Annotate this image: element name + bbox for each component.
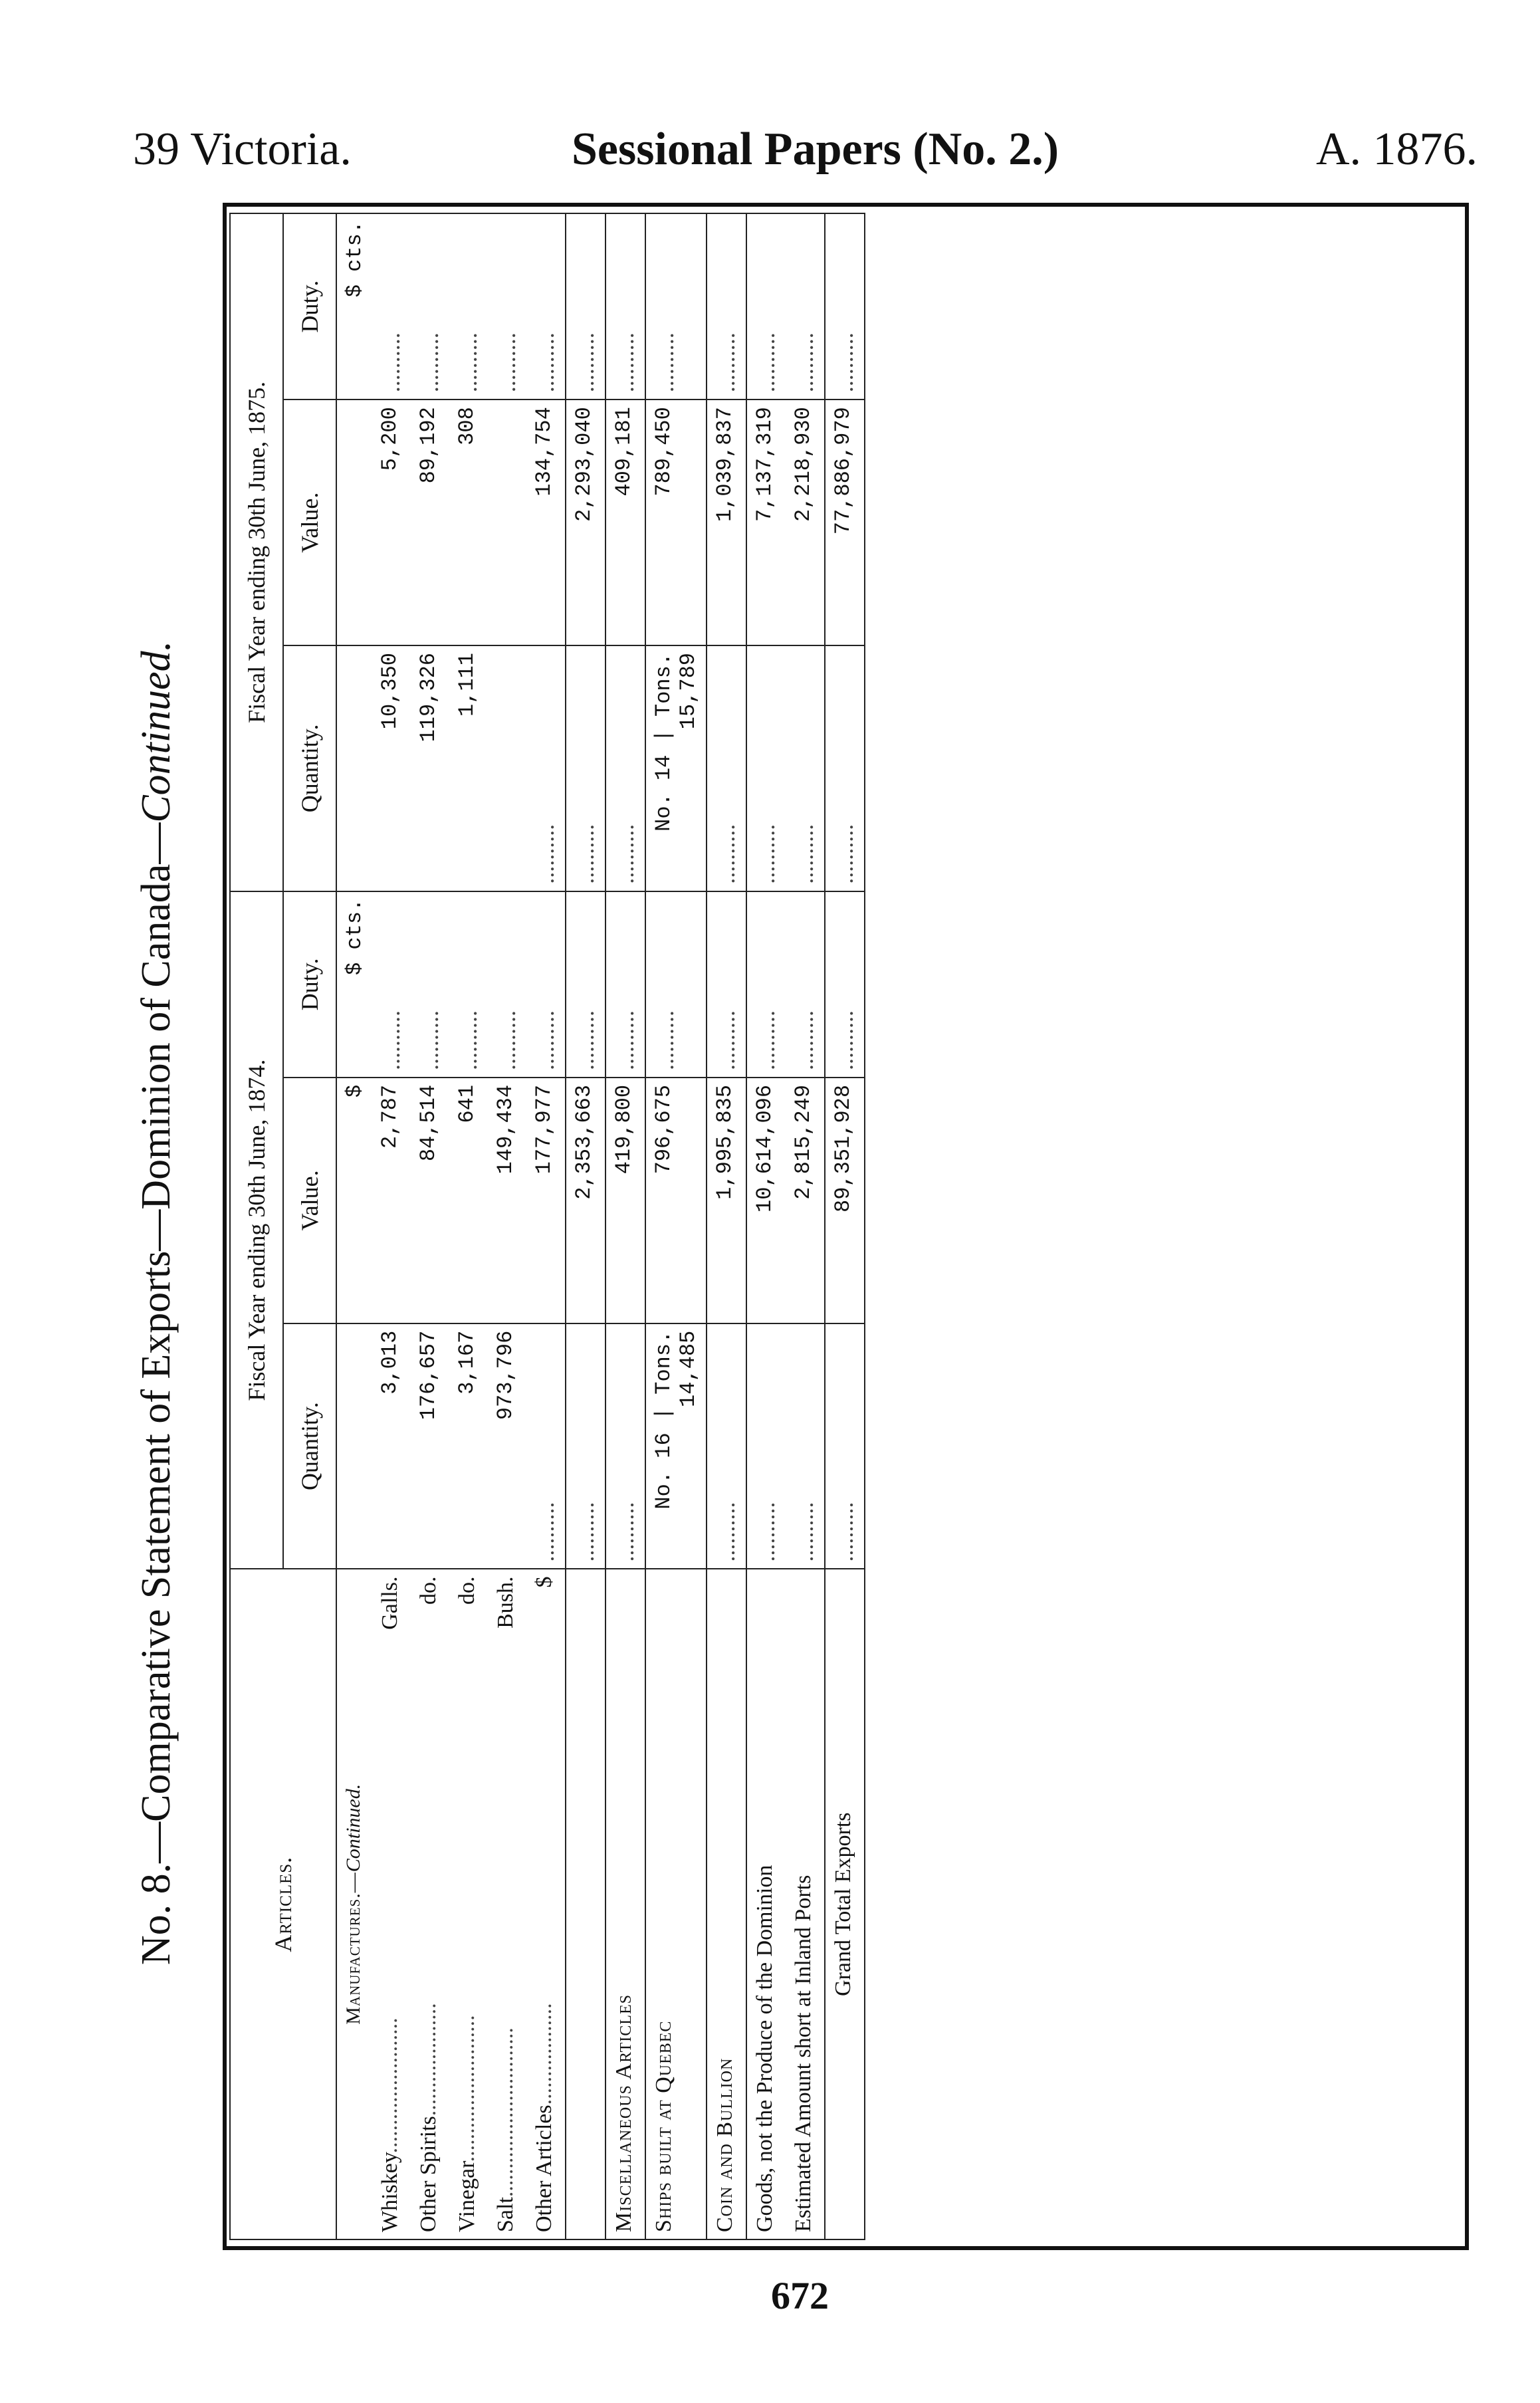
ships-label: Ships built at Quebec (645, 1569, 707, 2240)
col-duty-1874: Duty. (283, 891, 336, 1078)
value-1875: 5,200 (372, 400, 411, 645)
table-row: Other Articles.................. $ .......... 177,977 .......... .......... 134,754 .......... (526, 213, 566, 2239)
coin-1875: 1,039,837 (707, 400, 746, 645)
row-unit: Galls. (378, 1576, 402, 1630)
row-label: Vinegar (455, 2162, 479, 2232)
header-session: 39 Victoria. (133, 124, 352, 175)
ships-quantity-1874: No. 16 | Tons. 14,485 (645, 1323, 707, 1569)
ships-tons-1874: 14,485 (676, 1330, 701, 1407)
value-1875: 89,192 (411, 400, 449, 645)
col-quantity-1875: Quantity. (283, 645, 336, 891)
table-row: Salt.............................. Bush. 973,796 149,434 .......... .......... (488, 213, 526, 2239)
rotated-table-wrapper (229, 213, 1459, 2240)
goods-1875: 7,137,319 (746, 400, 786, 645)
title-main: No. 8.—Comparative Statement of Exports—Dominion of Canada— (134, 822, 179, 1966)
grand-1875: 77,886,979 (825, 400, 865, 645)
misc-1875: 409,181 (605, 400, 645, 645)
page-number: 672 (771, 2274, 829, 2317)
col-value-1874: Value. (283, 1078, 336, 1323)
table-row: Other Spirits.................... do. 176,657 84,514 .......... 119,326 89,192 .......... (411, 213, 449, 2239)
table-row: Vinegar.......................... do. 3,167 641 .......... 1,111 308 .......... (449, 213, 488, 2239)
misc-label: Miscellaneous Articles (605, 1569, 645, 2240)
value-1875: 308 (449, 400, 488, 645)
exports-table (229, 213, 865, 2240)
quantity-1875 (488, 645, 526, 891)
statement-title (133, 439, 193, 2167)
value-1875: 134,754 (526, 400, 566, 645)
row-label: Other Spirits (416, 2116, 441, 2232)
title-continued: Continued. (134, 640, 179, 823)
unit-duty-1875: $ cts. (336, 213, 372, 400)
units-row (336, 213, 372, 2239)
value-1874: 177,977 (526, 1078, 566, 1323)
quantity-1874: 3,167 (449, 1323, 488, 1569)
section-manufactures: Manufactures.—Continued. (336, 1569, 372, 2240)
misc-1874: 419,800 (605, 1078, 645, 1323)
header-papers: Sessional Papers (No. 2.) (572, 124, 1059, 175)
estimated-1875: 2,218,930 (786, 400, 825, 645)
quantity-1874: 176,657 (411, 1323, 449, 1569)
goods-1874: 10,614,096 (746, 1078, 786, 1323)
table-row: Whiskey........................ Galls. 3,013 2,787 .......... 10,350 5,200 .......... (372, 213, 411, 2239)
period-1874: Fiscal Year ending 30th June, 1874. (230, 891, 283, 1569)
estimated-1874: 2,815,249 (786, 1078, 825, 1323)
col-duty-1875: Duty. (283, 213, 336, 400)
value-1875 (488, 400, 526, 645)
col-quantity-1874: Quantity. (283, 1323, 336, 1569)
estimated-label: Estimated Amount short at Inland Ports (786, 1569, 825, 2240)
grand-total-row: Grand Total Exports .......... 89,351,928 .......... .......... 77,886,979 .......... (825, 213, 865, 2239)
quantity-1874: 3,013 (372, 1323, 411, 1569)
unit-duty-1874: $ cts. (336, 891, 372, 1078)
col-articles: Articles. (230, 1569, 336, 2240)
coin-label: Coin and Bullion (707, 1569, 746, 2240)
row-label: Other Articles (532, 2105, 556, 2232)
quantity-1875: 10,350 (372, 645, 411, 891)
ships-tons-1875: 15,789 (676, 652, 701, 730)
row-unit: Bush. (493, 1576, 518, 1629)
unit-value-1874: $ (336, 1078, 372, 1323)
goods-row: Goods, not the Produce of the Dominion .......... 10,614,096 .......... .......... 7,137,319 .......... (746, 213, 786, 2239)
ships-no-1875: 14 (651, 754, 676, 781)
value-1874: 641 (449, 1078, 488, 1323)
row-unit: $ (532, 1576, 556, 1588)
manufactures-total-row: .......... 2,353,663 .......... .......... 2,293,040 .......... (566, 213, 605, 2239)
estimated-row: Estimated Amount short at Inland Ports .......... 2,815,249 .......... .......... 2,218,930 .......... (786, 213, 825, 2239)
header-year: A. 1876. (1316, 124, 1478, 175)
ships-quantity-1875: No. 14 | Tons. 15,789 (645, 645, 707, 891)
ships-value-1874: 796,675 (645, 1078, 707, 1323)
ships-row: Ships built at Quebec No. 16 | Tons. 14,485 796,675 .......... No. 14 | Tons. 15,789 789,450 .......... (645, 213, 707, 2239)
period-1875: Fiscal Year ending 30th June, 1875. (230, 213, 283, 891)
value-1874: 149,434 (488, 1078, 526, 1323)
row-label: Whiskey (378, 2153, 402, 2232)
quantity-1875: 1,111 (449, 645, 488, 891)
value-1874: 84,514 (411, 1078, 449, 1323)
col-value-1875: Value. (283, 400, 336, 645)
misc-row: Miscellaneous Articles .......... 419,800 .......... .......... 409,181 .......... (605, 213, 645, 2239)
grand-label: Grand Total Exports (825, 1569, 865, 2240)
value-1874: 2,787 (372, 1078, 411, 1323)
ships-value-1875: 789,450 (645, 400, 707, 645)
quantity-1874: 973,796 (488, 1323, 526, 1569)
coin-row: Coin and Bullion .......... 1,995,835 .......... .......... 1,039,837 .......... (707, 213, 746, 2239)
row-label: Salt (493, 2197, 518, 2232)
ships-no-1874: 16 (651, 1432, 676, 1458)
page-header (0, 123, 1540, 183)
coin-1874: 1,995,835 (707, 1078, 746, 1323)
manufactures-total-1874: 2,353,663 (566, 1078, 605, 1323)
goods-label: Goods, not the Produce of the Dominion (746, 1569, 786, 2240)
grand-1874: 89,351,928 (825, 1078, 865, 1323)
manufactures-total-1875: 2,293,040 (566, 400, 605, 645)
quantity-1875: 119,326 (411, 645, 449, 891)
row-unit: do. (416, 1576, 441, 1605)
row-unit: do. (455, 1576, 479, 1605)
